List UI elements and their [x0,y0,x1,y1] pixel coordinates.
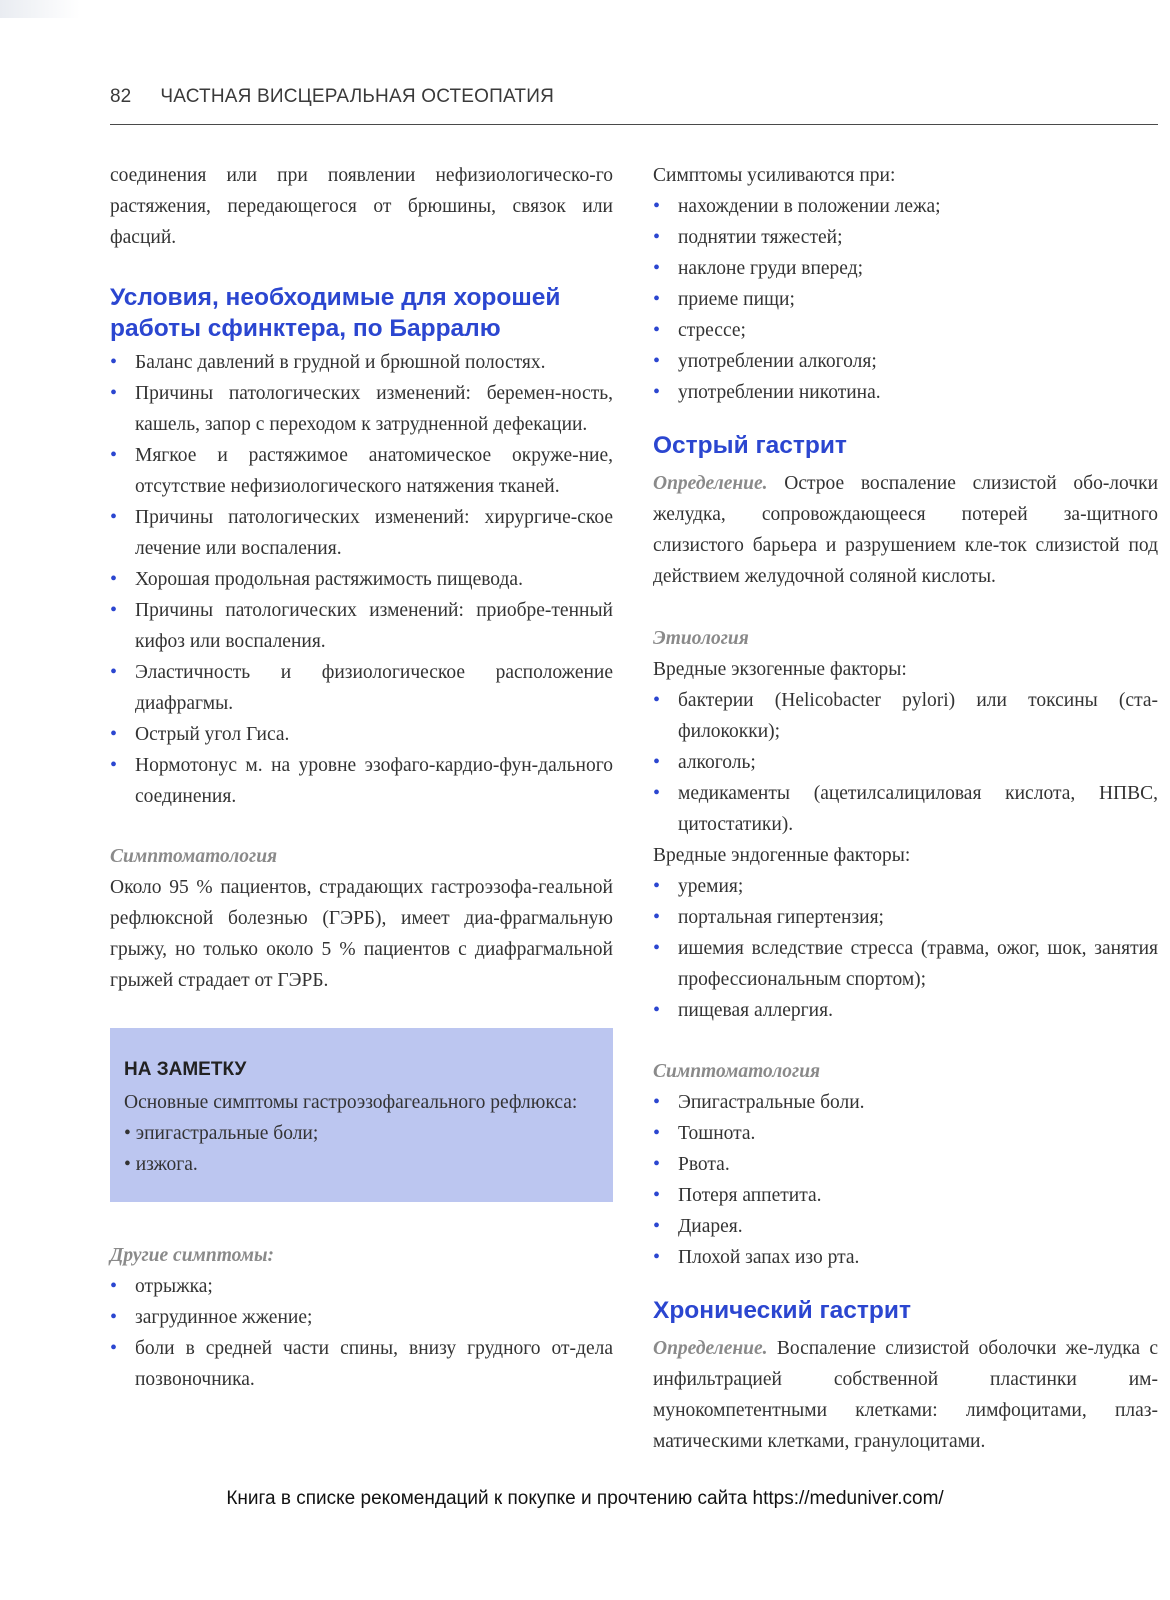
definition-label: Определение. [653,473,768,494]
list-item: • Баланс давлений в грудной и брюшной полостях. [110,347,613,378]
list-item: • уремия; [653,871,1158,902]
list-item: • алкоголь; [653,747,1158,778]
list-item: • Эпигастральные боли. [653,1087,1158,1118]
list-item: • Хорошая продольная растяжимость пищевода. [110,564,613,595]
definition-text: Воспаление слизистой оболочки же-лудка с инфильтрацией собственной пластинки им-мунокомпетентными клетками: лимфоцитами, плаз-матическими клетками, гранулоцитами. [653,1338,1158,1452]
note-text: Основные симптомы гастроэзофагеального рефлюкса: [124,1092,578,1113]
list-item: • наклоне груди вперед; [653,253,1158,284]
chronic-gastritis-heading: Хронический гастрит [653,1297,911,1324]
right-column [653,160,1158,1457]
list-item: • Плохой запах изо рта. [653,1242,1158,1273]
list-item: • пищевая аллергия. [653,995,1158,1026]
list-item: • медикаменты (ацетилсалициловая кислота, НПВС, цитостатики). [653,778,1158,840]
exogenous-intro: Вредные экзогенные факторы: [653,659,907,680]
list-item: • бактерии (Helicobacter pylori) или токсины (ста-филококки); [653,685,1158,747]
scan-corner-shade [0,0,80,18]
symptomatology-paragraph: Около 95 % пациентов, страдающих гастроэзофа-геальной рефлюксной болезнью (ГЭРБ), имеет диа-фрагмальную грыжу, но только около 5 % пациентов с диафрагмальной грыжей страдает от ГЭРБ. [110,877,613,991]
list-item: • нахождении в положении лежа; [653,191,1158,222]
intro-paragraph: соединения или при появлении нефизиологическо-го растяжения, передающегося от брюшины, связок или фасций. [110,165,613,248]
list-item: • ишемия вследствие стресса (травма, ожог, шок, занятия профессиональным спортом); [653,933,1158,995]
list-item: • портальная гипертензия; [653,902,1158,933]
list-item: • Диарея. [653,1211,1158,1242]
note-item: • эпигастральные боли; [124,1123,319,1144]
left-column [110,160,613,1395]
list-item: • Причины патологических изменений: беремен-ность, кашель, запор с переходом к затрудненной дефекации. [110,378,613,440]
list-item: • Рвота. [653,1149,1158,1180]
note-box [110,1028,613,1202]
note-item: • изжога. [124,1154,198,1175]
worsening-list [653,191,1158,408]
list-item: • Потеря аппетита. [653,1180,1158,1211]
running-title: ЧАСТНАЯ ВИСЦЕРАЛЬНАЯ ОСТЕОПАТИЯ [160,86,554,107]
list-item: • Мягкое и растяжимое анатомическое окруже-ние, отсутствие нефизиологического натяжения тканей. [110,440,613,502]
list-item: • Эластичность и физиологическое расположение диафрагмы. [110,657,613,719]
etiology-heading: Этиология [653,628,749,649]
list-item: • употреблении никотина. [653,377,1158,408]
list-item: • Нормотонус м. на уровне эзофаго-кардио-фун-дального соединения. [110,750,613,812]
header-rule [110,124,1158,125]
other-symptoms-heading: Другие симптомы: [110,1245,275,1266]
site-watermark: Книга в списке рекомендаций к покупке и прочтению сайта https://meduniver.com/ [226,1488,944,1509]
list-item: • стрессе; [653,315,1158,346]
definition-text: Острое воспаление слизистой обо-лочки желудка, сопровождающееся потерей за-щитного слизистого барьера и разрушением кле-ток слизистой под действием желудочной соляной кислоты. [653,473,1159,587]
list-item: • Причины патологических изменений: приобре-тенный кифоз или воспаления. [110,595,613,657]
symptomatology-heading: Симптоматология [110,846,278,867]
list-item: • боли в средней части спины, внизу грудного от-дела позвоночника. [110,1333,613,1395]
list-item: • употреблении алкоголя; [653,346,1158,377]
list-item: • поднятии тяжестей; [653,222,1158,253]
sphincter-conditions-heading: Условия, необходимые для хорошей работы сфинктера, по Барралю [110,284,561,342]
definition-label: Определение. [653,1338,768,1359]
list-item: • загрудинное жжение; [110,1302,613,1333]
note-title: НА ЗАМЕТКУ [124,1059,247,1080]
sphincter-conditions-list [110,347,613,812]
other-symptoms-list [110,1271,613,1395]
list-item: • приеме пищи; [653,284,1158,315]
list-item: • Тошнота. [653,1118,1158,1149]
acute-gastritis-heading: Острый гастрит [653,432,847,459]
chronic-definition [653,1333,1158,1457]
endogenous-intro: Вредные эндогенные факторы: [653,845,911,866]
list-item: • отрыжка; [110,1271,613,1302]
list-item: • Острый угол Гиса. [110,719,613,750]
acute-symptoms-list [653,1087,1158,1273]
exogenous-list [653,685,1158,840]
acute-definition [653,468,1158,592]
running-header [110,86,1158,108]
endogenous-list [653,871,1158,1026]
acute-symptomatology-heading: Симптоматология [653,1061,821,1082]
worsening-intro: Симптомы усиливаются при: [653,165,896,186]
list-item: • Причины патологических изменений: хирургиче-ское лечение или воспаления. [110,502,613,564]
page-number: 82 [110,86,132,107]
